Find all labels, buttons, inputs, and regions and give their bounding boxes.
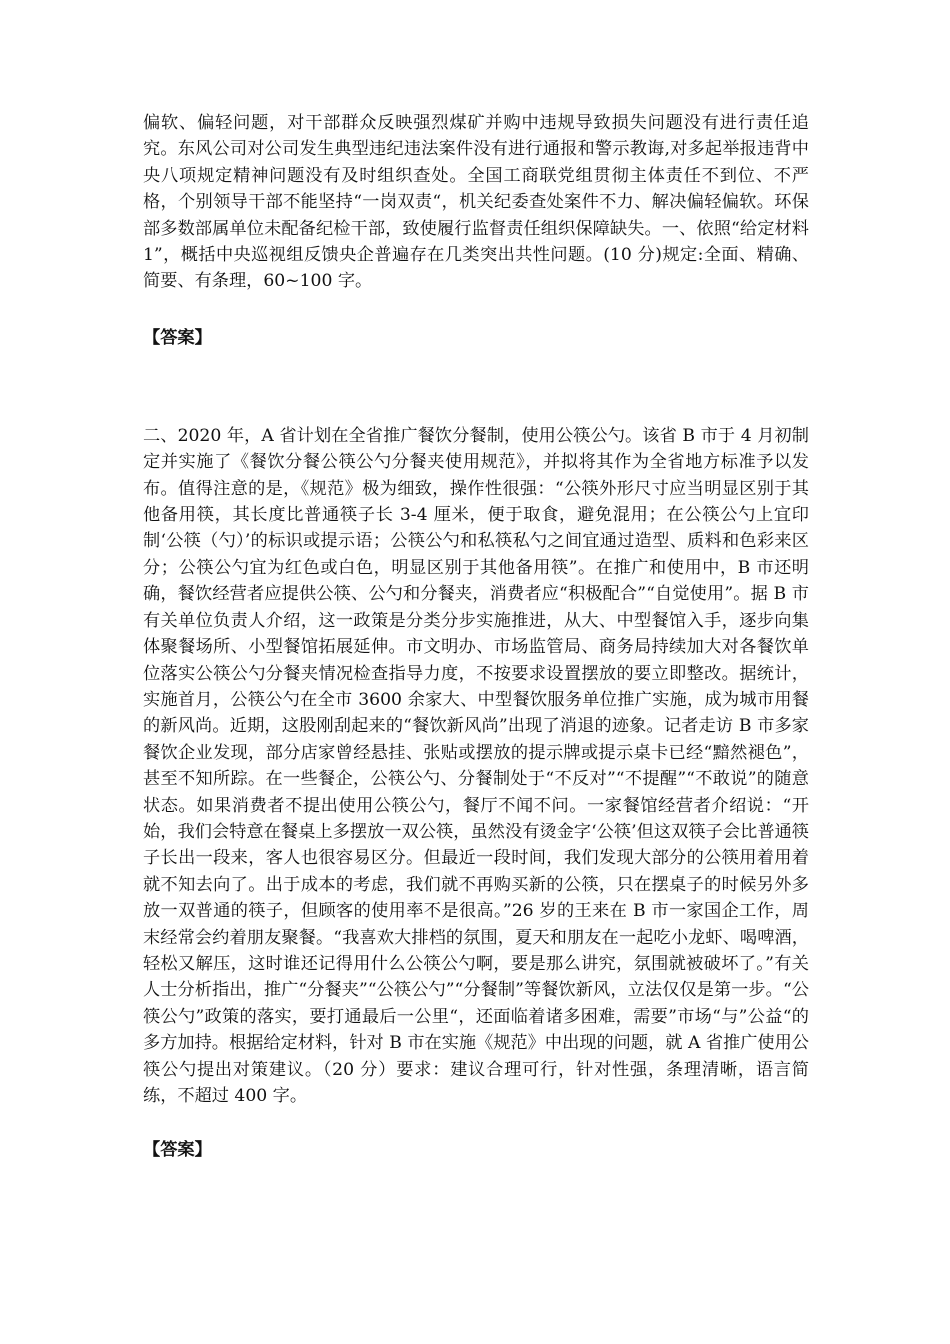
question-1-text: 偏软、偏轻问题，对干部群众反映强烈煤矿并购中违规导致损失问题没有进行责任追究。东风公司对公司发生典型违纪违法案件没有进行通报和警示教诲,对多起举报违背中央八项规定精神问题没有及时组织查处。全国工商联党组贯彻主体责任不到位、不严格，个别领导干部不能坚持“一岗双责“，机关纪委查处案件不力、解决偏轻偏软。环保部多数部属单位未配备纪检干部，致使履行监督责任组织保障缺失。一、依照“给定材料 1”，概括中央巡视组反馈央企普遍存在几类突出共性问题。(10 分)规定:全面、精确、简要、有条理，60~100 字。 bbox=[143, 113, 809, 292]
answer-label-1: 【答案】 bbox=[143, 327, 212, 348]
document-page bbox=[143, 110, 809, 1163]
answer-label-2: 【答案】 bbox=[143, 1140, 212, 1161]
question-2-text: 二、2020 年，A 省计划在全省推广餐饮分餐制，使用公筷公勺。该省 B 市于 4 月初制定并实施了《餐饮分餐公筷公勺分餐夹使用规范》，并拟将其作为全省地方标准予以发布。值得注意的是，《规范》极为细致，操作性很强：“公筷外形尺寸应当明显区别于其他备用筷，其长度比普通筷子长 3-4 厘米，便于取食，避免混用；在公筷公勺上宜印制‘公筷（勺）’的标识或提示语；公筷公勺和私筷私勺之间宜通过造型、质料和色彩来区分；公筷公勺宜为红色或白色，明显区别于其他备用筷”。在推广和使用中，B 市还明确，餐饮经营者应提供公筷、公勺和分餐夹，消费者应“积极配合”“自觉使用”。据 B 市有关单位负责人介绍，这一政策是分类分步实施推进，从大、中型餐馆入手，逐步向集体聚餐场所、小型餐馆拓展延伸。市文明办、市场监管局、商务局持续加大对各餐饮单位落实公筷公勺分餐夹情况检查指导力度，不按要求设置摆放的要立即整改。据统计，实施首月，公筷公勺在全市 3600 余家大、中型餐饮服务单位推广实施，成为城市用餐的新风尚。近期，这股刚刮起来的“餐饮新风尚”出现了消退的迹象。记者走访 B 市多家餐饮企业发现，部分店家曾经悬挂、张贴或摆放的提示牌或提示桌卡已经“黯然褪色”，甚至不知所踪。在一些餐企，公筷公勺、分餐制处于“不反对”“不提醒”“不敢说”的随意状态。如果消费者不提出使用公筷公勺，餐厅不闻不问。一家餐馆经营者介绍说：“开始，我们会特意在餐桌上多摆放一双公筷，虽然没有烫金字‘公筷’但这双筷子会比普通筷子长出一段来，客人也很容易区分。但最近一段时间，我们发现大部分的公筷用着用着就不知去向了。出于成本的考虑，我们就不再购买新的公筷，只在摆桌子的时候另外多放一双普通的筷子，但顾客的使用率不是很高。”26 岁的王来在 B 市一家国企工作，周末经常会约着朋友聚餐。“我喜欢大排档的氛围，夏天和朋友在一起吃小龙虾、喝啤酒，轻松又解压，这时谁还记得用什么公筷公勺啊，要是那么讲究，氛围就被破坏了。”有关人士分析指出，推广“分餐夹”“公筷公勺”“分餐制”等餐饮新风，立法仅仅是第一步。“公筷公勺”政策的落实，要打通最后一公里“，还面临着诸多困难，需要”市场“与”公益“的多方加持。根据给定材料，针对 B 市在实施《规范》中出现的问题，就 A 省推广使用公筷公勺提出对策建议。（20 分）要求：建议合理可行，针对性强，条理清晰，语言简练，不超过 400 字。 bbox=[143, 425, 809, 1106]
